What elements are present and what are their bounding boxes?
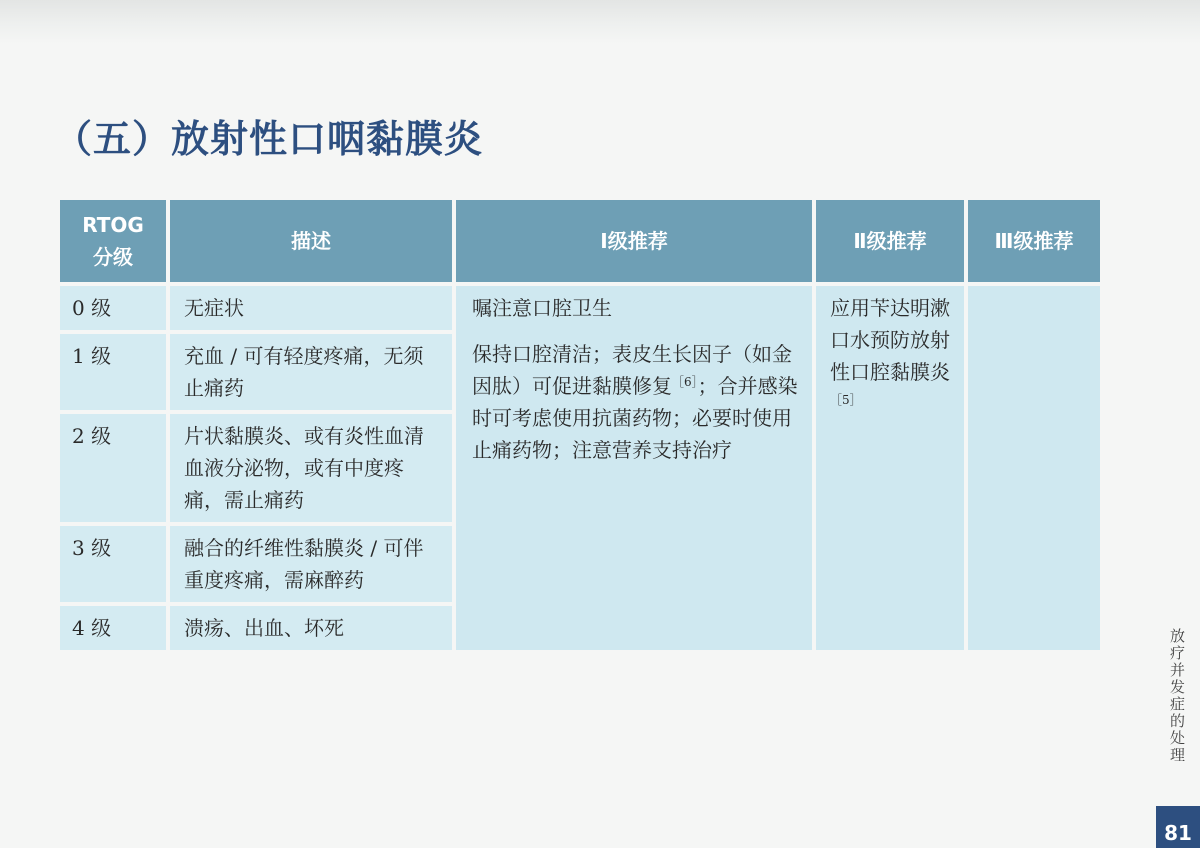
level1-reference: ［6］ [672,375,698,389]
header-description: 描述 [170,200,452,282]
level2-text: 应用苄达明漱口水预防放射性口腔黏膜炎 [830,296,950,384]
header-level3: Ⅲ级推荐 [968,200,1100,282]
header-level1: Ⅰ级推荐 [456,200,812,282]
grade-cell: 3 级 [60,526,166,602]
grade-cell: 1 级 [60,334,166,410]
description-cell: 片状黏膜炎、或有炎性血清血液分泌物，或有中度疼痛，需止痛药 [170,414,452,522]
level1-line2: 保持口腔清洁；表皮生长因子（如金因肽）可促进黏膜修复 [472,342,792,398]
description-cell: 无症状 [170,286,452,330]
rtog-recommendation-table [56,196,1104,654]
header-rtog-grade: RTOG分级 [60,200,166,282]
grade-cell: 0 级 [60,286,166,330]
table-row [60,286,1100,330]
description-cell: 融合的纤维性黏膜炎 / 可伴重度疼痛，需麻醉药 [170,526,452,602]
grade-cell: 4 级 [60,606,166,650]
level1-recommendation [456,286,812,650]
description-cell: 充血 / 可有轻度疼痛，无须止痛药 [170,334,452,410]
section-title: （五）放射性口咽黏膜炎 [54,117,484,161]
page-number: 81 [1156,806,1200,848]
grade-cell: 2 级 [60,414,166,522]
level2-reference: ［5］ [830,393,862,407]
page-top-shadow [0,0,1200,44]
level3-recommendation [968,286,1100,650]
level2-recommendation [816,286,964,650]
description-cell: 溃疡、出血、坏死 [170,606,452,650]
table-header-row [60,200,1100,282]
level1-line1: 嘱注意口腔卫生 [472,296,612,320]
chapter-side-label: 放疗并发症的处理 [1168,628,1186,764]
level1-line3: ；合并感染时可考虑使用抗菌药物；必要时使用止痛药物；注意营养支持治疗 [472,374,798,462]
header-level2: Ⅱ级推荐 [816,200,964,282]
